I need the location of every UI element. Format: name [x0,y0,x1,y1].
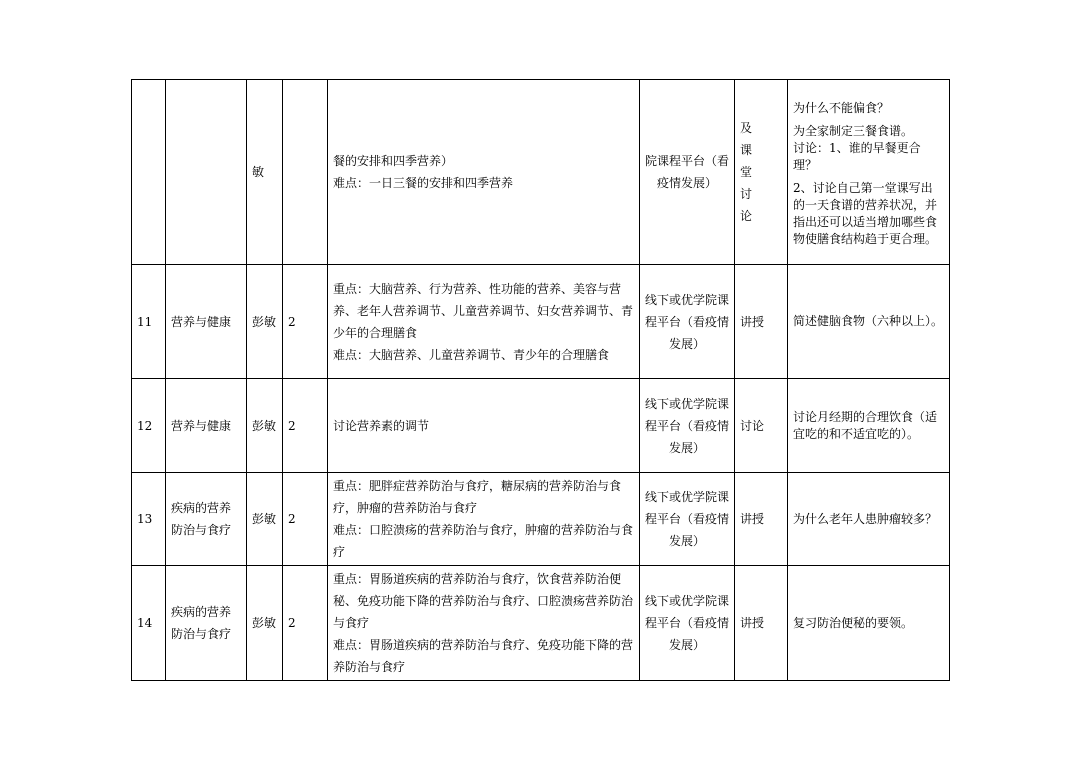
teacher-cell: 敏 [247,80,283,265]
row-number-cell: 13 [132,473,166,566]
teacher-cell: 彭敏 [247,473,283,566]
homework-line: 讨论：1、谁的早餐更合理？ [793,140,921,172]
table-row [132,566,950,681]
method-cell: 讲授 [735,265,788,379]
teacher-cell: 彭敏 [247,566,283,681]
chapter-title-cell: 疾病的营养防治与食疗 [166,473,247,566]
method-cell: 讲授 [735,566,788,681]
platform-cell: 线下或优学院课程平台（看疫情发展） [640,265,735,379]
homework-line: 为什么不能偏食？ [793,100,890,115]
chapter-title-cell: 疾病的营养防治与食疗 [166,566,247,681]
platform-cell: 院课程平台（看疫情发展） [640,80,735,265]
content-line: 重点：大脑营养、行为营养、性功能的营养、美容与营养、老年人营养调节、儿童营养调节、妇女营养调节、青少年的合理膳食 [333,281,634,340]
homework-cell [788,473,950,566]
content-line: 难点：口腔溃疡的营养防治与食疗，肿瘤的营养防治与食疗 [333,523,634,559]
method-cell: 讨论 [735,379,788,473]
content-line: 餐的安排和四季营养） [333,154,454,168]
hours-cell: 2 [283,265,328,379]
chapter-title-cell: 营养与健康 [166,265,247,379]
content-line: 难点：胃肠道疾病的营养防治与食疗、免疫功能下降的营养防治与食疗 [333,638,634,674]
content-cell [328,80,640,265]
content-line: 重点：胃肠道疾病的营养防治与食疗，饮食营养防治便秘、免疫功能下降的营养防治与食疗、口腔溃疡营养防治与食疗 [333,572,634,630]
content-cell [328,265,640,379]
platform-cell: 线下或优学院课程平台（看疫情发展） [640,566,735,681]
content-line: 讨论营养素的调节 [333,418,430,433]
content-line: 难点：大脑营养、儿童营养调节、青少年的合理膳食 [333,347,610,362]
content-cell [328,473,640,566]
method-cell: 及课堂讨论 [735,80,788,265]
row-number-cell: 11 [132,265,166,379]
teacher-cell: 彭敏 [247,379,283,473]
hours-cell: 2 [283,379,328,473]
homework-line: 为全家制定三餐食谱。 [793,123,914,138]
table-row [132,473,950,566]
chapter-title-cell [166,80,247,265]
hours-cell: 2 [283,473,328,566]
platform-cell: 线下或优学院课程平台（看疫情发展） [640,473,735,566]
content-cell [328,566,640,681]
homework-cell [788,80,950,265]
homework-line: 讨论月经期的合理饮食（适宜吃的和不适宜吃的）。 [793,409,938,441]
content-cell [328,379,640,473]
homework-cell [788,379,950,473]
row-number-cell: 14 [132,566,166,681]
homework-line: 简述健脑食物（六种以上）。 [793,314,944,328]
table-row [132,379,950,473]
homework-cell [788,265,950,379]
row-number-cell: 12 [132,379,166,473]
homework-line: 2、讨论自己第一堂课写出的一天食谱的营养状况，并指出还可以适当增加哪些食物使膳食结构趋于更合理。 [793,180,938,246]
content-line: 难点：一日三餐的安排和四季营养 [333,176,514,190]
content-line: 重点：肥胖症营养防治与食疗，糖尿病的营养防治与食疗，肿瘤的营养防治与食疗 [333,479,622,515]
hours-cell [283,80,328,265]
course-schedule-table [131,79,950,681]
homework-line: 复习防治便秘的要领。 [793,615,914,630]
hours-cell: 2 [283,566,328,681]
method-cell: 讲授 [735,473,788,566]
teacher-cell: 彭敏 [247,265,283,379]
homework-cell [788,566,950,681]
platform-cell: 线下或优学院课程平台（看疫情发展） [640,379,735,473]
chapter-title-cell: 营养与健康 [166,379,247,473]
table-row [132,80,950,265]
homework-line: 为什么老年人患肿瘤较多？ [793,511,938,526]
row-number-cell [132,80,166,265]
table-row [132,265,950,379]
